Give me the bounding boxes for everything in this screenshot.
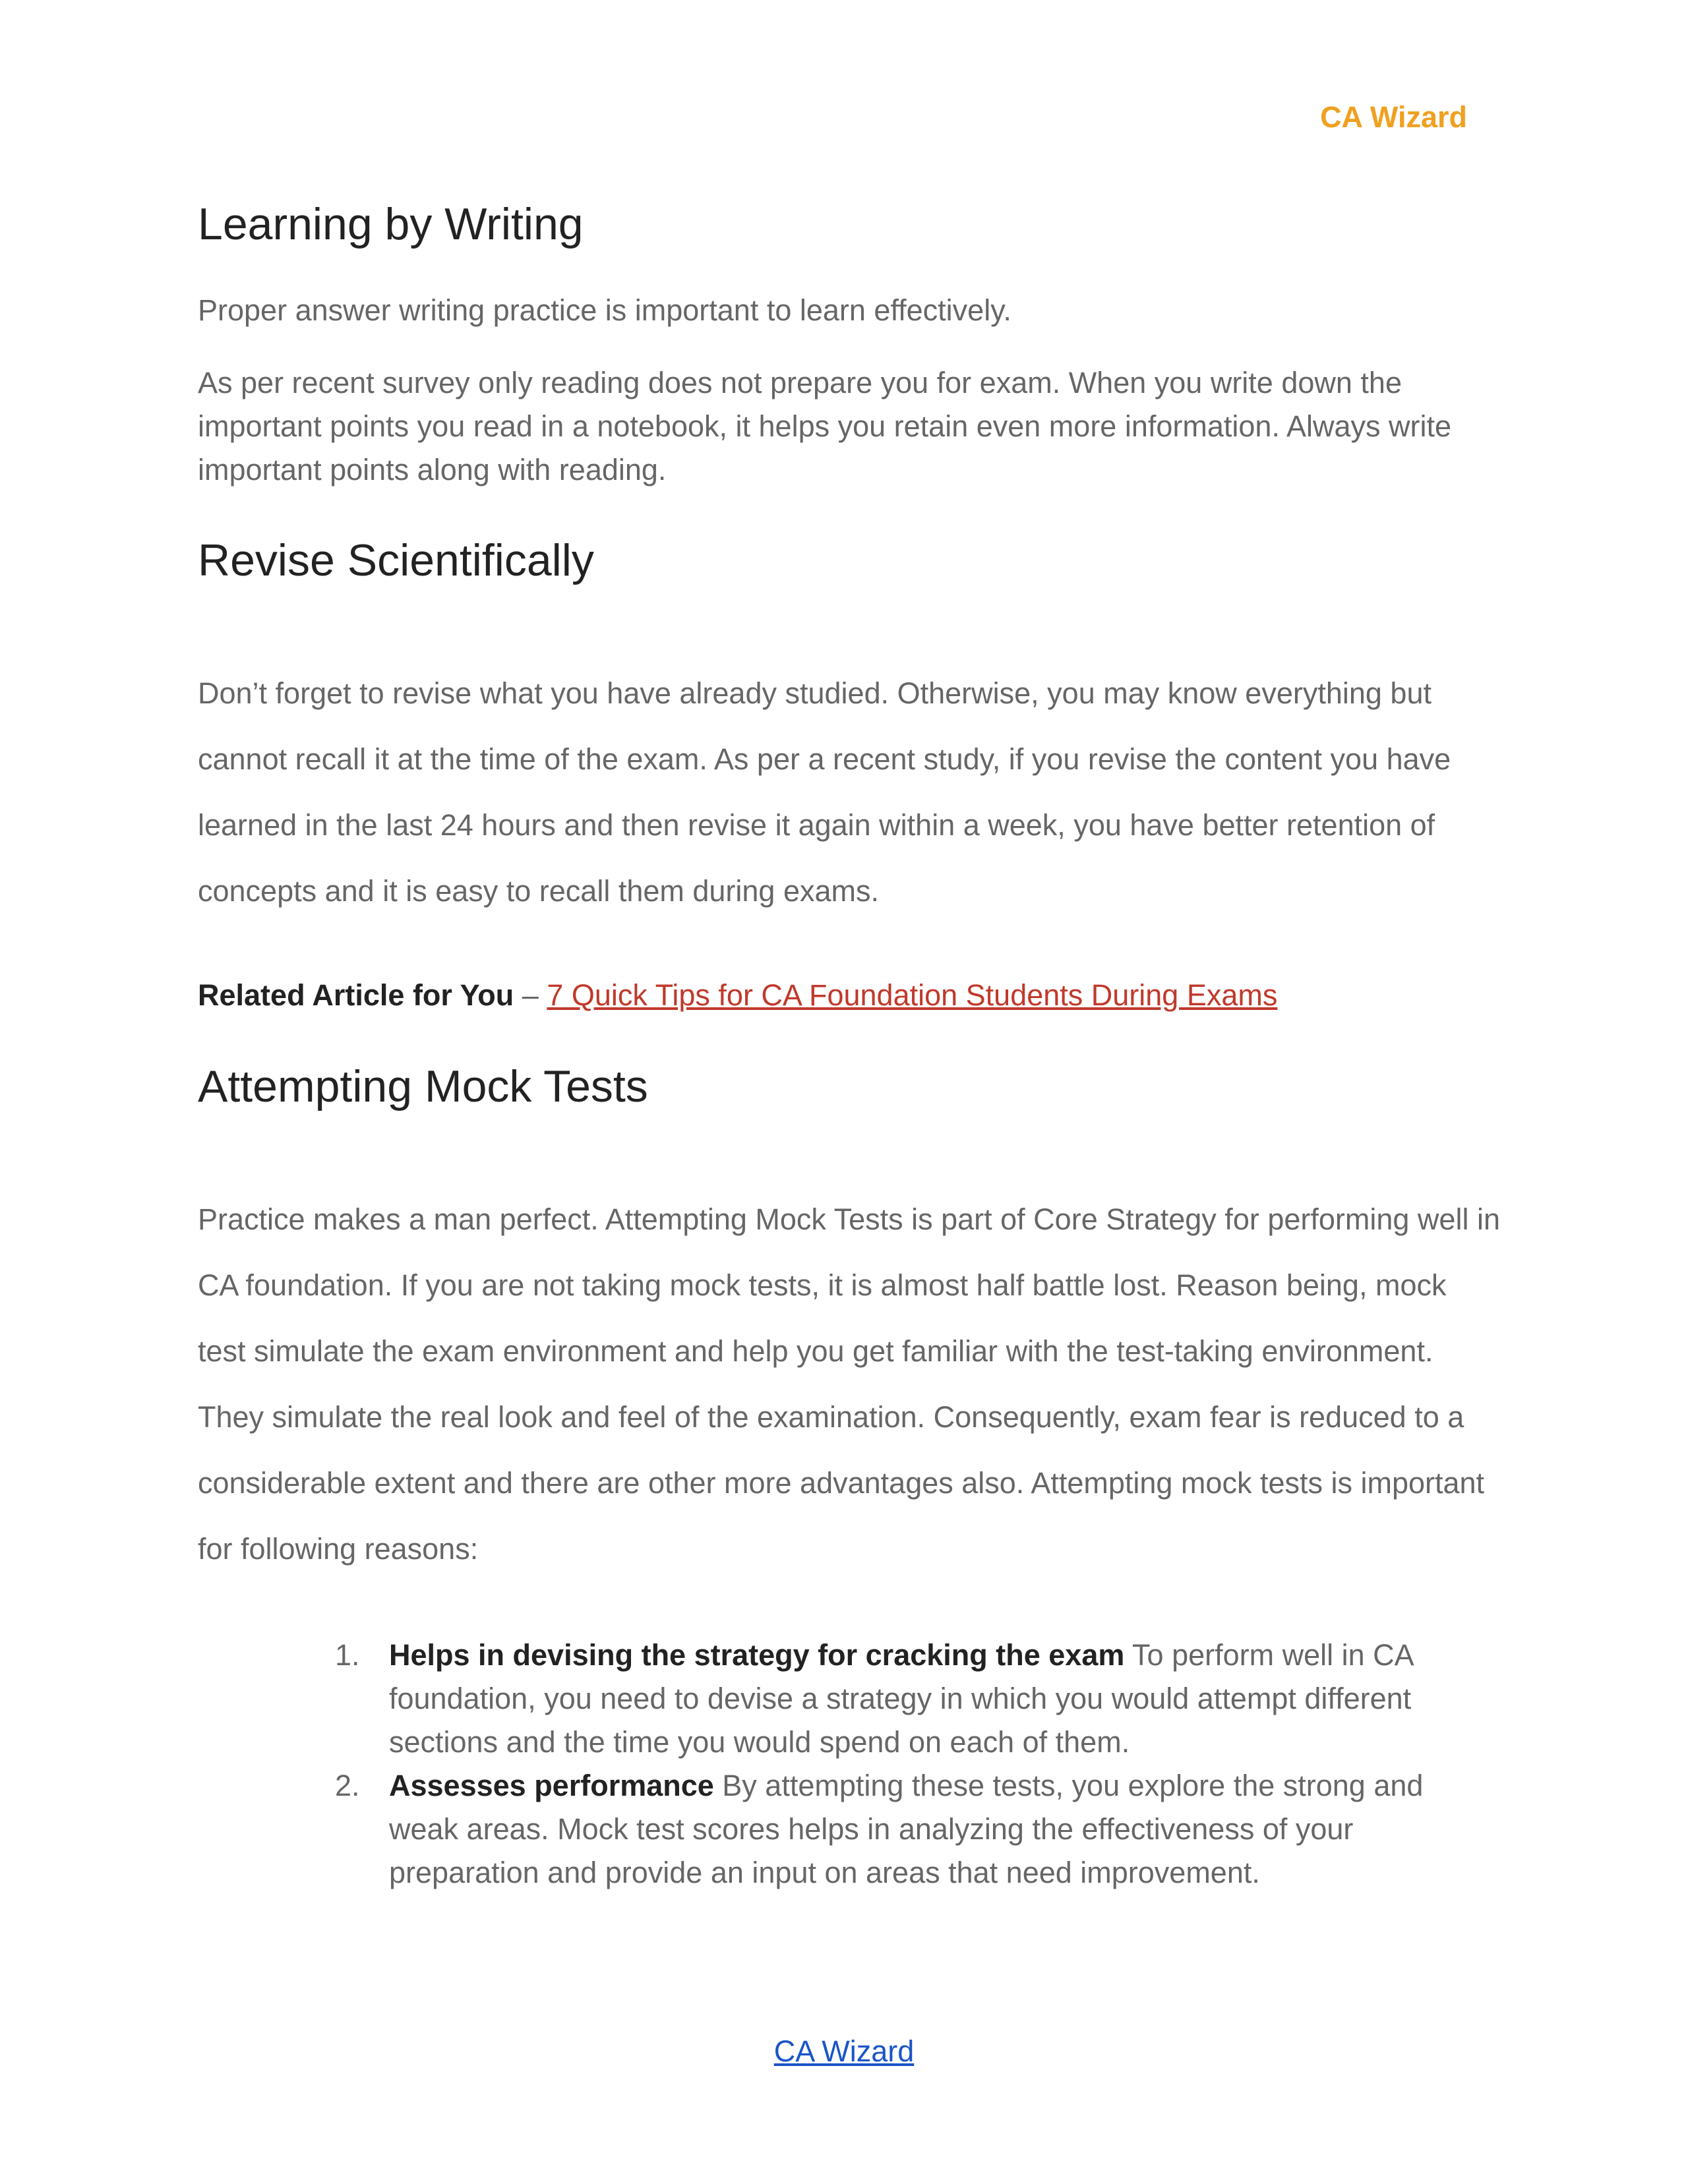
heading-revise-scientifically: Revise Scientifically (198, 535, 594, 585)
list-item-number: 1. (335, 1638, 360, 1672)
related-article-label: Related Article for You (198, 978, 514, 1012)
list-item-text: By attempting these tests, you explore the strong and weak areas. Mock test scores helps in analyzing the effectiveness of your preparation and provide an input on areas that need improvement. (389, 1769, 1424, 1889)
footer-ca-wizard-link[interactable]: CA Wizard (773, 2034, 915, 2068)
related-article-link[interactable]: 7 Quick Tips for CA Foundation Students During Exams (547, 978, 1278, 1012)
paragraph-revise: Don’t forget to revise what you have already studied. Otherwise, you may know everything but cannot recall it at the time of the exam. As per a recent study, if you revise the content you have learned in the last 24 hours and then revise it again within a week, you have better retention of concepts and it is easy to recall them during exams. (198, 676, 1451, 908)
list-item-number: 2. (335, 1769, 360, 1802)
paragraph-learning-intro: Proper answer writing practice is important to learn effectively. (198, 293, 1011, 327)
related-article-separator: – (514, 978, 547, 1012)
reasons-list (335, 1634, 1495, 1895)
list-item-title: Assesses performance (389, 1769, 714, 1802)
heading-attempting-mock-tests: Attempting Mock Tests (198, 1061, 648, 1111)
header-brand: CA Wizard (1320, 100, 1467, 134)
related-article (198, 976, 1277, 1015)
heading-learning-by-writing: Learning by Writing (198, 199, 584, 249)
list-item (335, 1634, 1495, 1764)
footer (0, 2032, 1688, 2071)
list-item (335, 1764, 1495, 1895)
paragraph-mock-tests: Practice makes a man perfect. Attempting Mock Tests is part of Core Strategy for performing well in CA foundation. If you are not taking mock tests, it is almost half battle lost. Reason being, mock test simulate the exam environment and help you get familiar with the test-taking environment. They simulate the real look and feel of the examination. Consequently, exam fear is reduced to a considerable extent and there are other more advantages also. Attempting mock tests is important for following reasons: (198, 1202, 1500, 1566)
list-item-text: To perform well in CA foundation, you need to devise a strategy in which you would attempt different sections and the time you would spend on each of them. (389, 1638, 1413, 1759)
list-item-title: Helps in devising the strategy for cracking the exam (389, 1638, 1125, 1672)
paragraph-learning-survey: As per recent survey only reading does not prepare you for exam. When you write down the important points you read in a notebook, it helps you retain even more information. Always write important points along with reading. (198, 366, 1452, 487)
